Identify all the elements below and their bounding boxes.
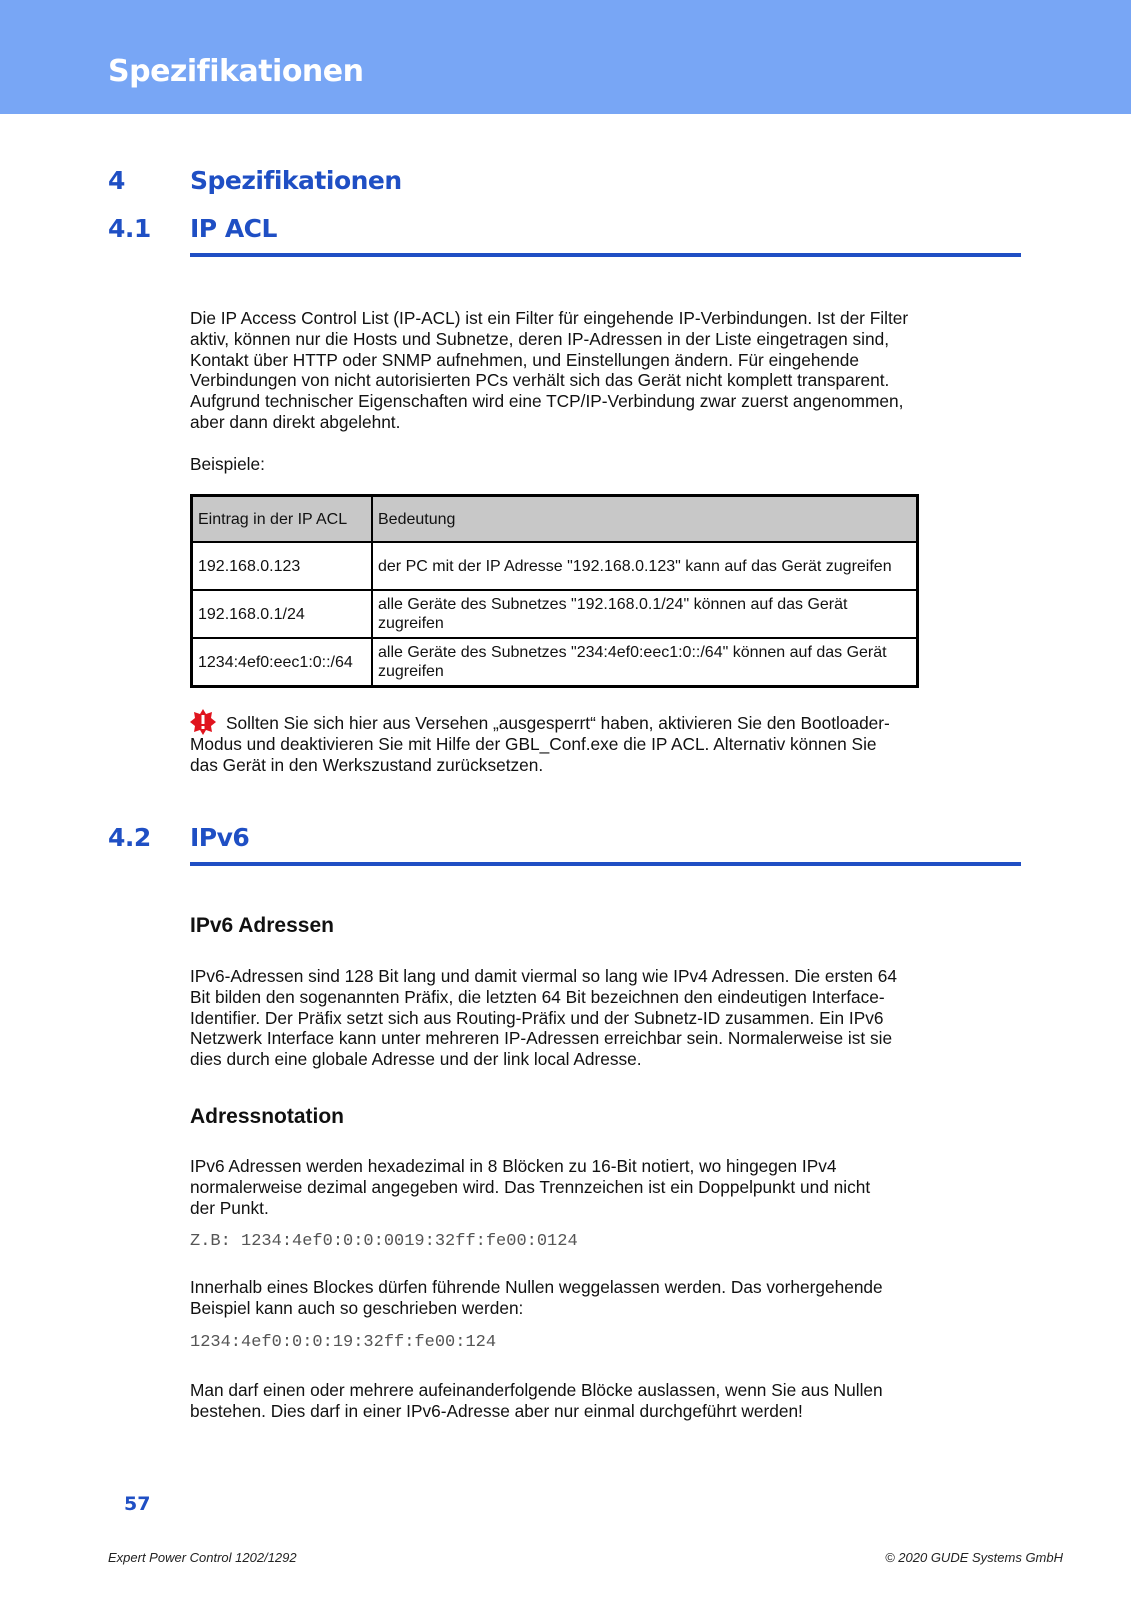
acl-entry: 192.168.0.1/24	[192, 590, 373, 638]
table-header-row	[192, 496, 918, 543]
subheading-adressnotation: Adressnotation	[190, 1105, 345, 1128]
acl-meaning: alle Geräte des Subnetzes "192.168.0.1/24" können auf das Gerät zugreifen	[372, 590, 918, 638]
footer-product: Expert Power Control 1202/1292	[108, 1550, 297, 1565]
ipv6-adressen-text: IPv6-Adressen sind 128 Bit lang und damit viermal so lang wie IPv4 Adressen. Die ersten 64 Bit bilden den sogenannten Präfix, die letzten 64 Bit bezeichnen den eindeutigen Interface-Identifier. Der Präfix setzt sich aus Routing-Präfix und der Subnetz-ID zusammen. Ein IPv6 Netzwerk Interface kann unter mehreren IP-Adressen erreichbar sein. Normalerweise ist sie dies durch eine globale Adresse und der link local Adresse.	[190, 966, 897, 1070]
ip-acl-intro: Die IP Access Control List (IP-ACL) ist ein Filter für eingehende IP-Verbindungen. Ist der Filter aktiv, können nur die Hosts und Subnetze, deren IP-Adressen in der Liste eingetragen sind, Kontakt über HTTP oder SNMP aufnehmen, und Einstellungen ändern. Für eingehende Verbindungen von nicht autorisierten PCs verhält sich das Gerät nicht komplett transparent. Aufgrund technischer Eigenschaften wird eine TCP/IP-Verbindung zwar zuerst angenommen, aber dann direkt abgelehnt.	[190, 308, 909, 432]
acl-meaning: der PC mit der IP Adresse "192.168.0.123" kann auf das Gerät zugreifen	[372, 542, 918, 590]
column-header: Eintrag in der IP ACL	[192, 496, 373, 543]
leading-zeros-text: Innerhalb eines Blockes dürfen führende Nullen weggelassen werden. Das vorhergehende Beispiel kann auch so geschrieben werden:	[190, 1277, 883, 1318]
ip-acl-table	[190, 494, 919, 688]
section-title-ip-acl: IP ACL	[190, 214, 277, 243]
banner-title: Spezifikationen	[108, 54, 364, 89]
adressnotation-text: IPv6 Adressen werden hexadezimal in 8 Blöcken zu 16-Bit notiert, wo hingegen IPv4 normalerweise dezimal angegeben wird. Das Trennzeichen ist ein Doppelpunkt und nicht der Punkt.	[190, 1156, 871, 1218]
chapter-title: Spezifikationen	[190, 166, 402, 195]
section-rule	[190, 253, 1021, 257]
section-rule	[190, 862, 1021, 866]
subheading-ipv6-adressen: IPv6 Adressen	[190, 914, 334, 937]
example-address-short: 1234:4ef0:0:0:19:32ff:fe00:124	[190, 1333, 497, 1352]
zero-compression-text: Man darf einen oder mehrere aufeinanderfolgende Blöcke auslassen, wenn Sie aus Nullen bestehen. Dies darf in einer IPv6-Adresse aber nur einmal durchgeführt werden!	[190, 1380, 883, 1421]
section-number-4-2: 4.2	[108, 823, 151, 852]
chapter-number: 4	[108, 166, 125, 195]
footer-copyright: © 2020 GUDE Systems GmbH	[885, 1550, 1063, 1565]
table-row	[192, 542, 918, 590]
page-number: 57	[124, 1493, 151, 1515]
example-address-full: Z.B: 1234:4ef0:0:0:0019:32ff:fe00:0124	[190, 1232, 578, 1251]
examples-label: Beispiele:	[190, 454, 265, 474]
acl-entry: 1234:4ef0:eec1:0::/64	[192, 638, 373, 687]
section-title-ipv6: IPv6	[190, 823, 250, 852]
acl-meaning: alle Geräte des Subnetzes "234:4ef0:eec1:0::/64" können auf das Gerät zugreifen	[372, 638, 918, 687]
acl-entry: 192.168.0.123	[192, 542, 373, 590]
column-header: Bedeutung	[372, 496, 918, 543]
table-row	[192, 590, 918, 638]
section-number-4-1: 4.1	[108, 214, 151, 243]
lockout-warning: Sollten Sie sich hier aus Versehen „ausgesperrt“ haben, aktivieren Sie den Bootloader-Modus und deaktivieren Sie mit Hilfe der GBL_Conf.exe die IP ACL. Alternativ können Sie das Gerät in den Werkszustand zurücksetzen.	[190, 713, 890, 775]
table-row	[192, 638, 918, 687]
